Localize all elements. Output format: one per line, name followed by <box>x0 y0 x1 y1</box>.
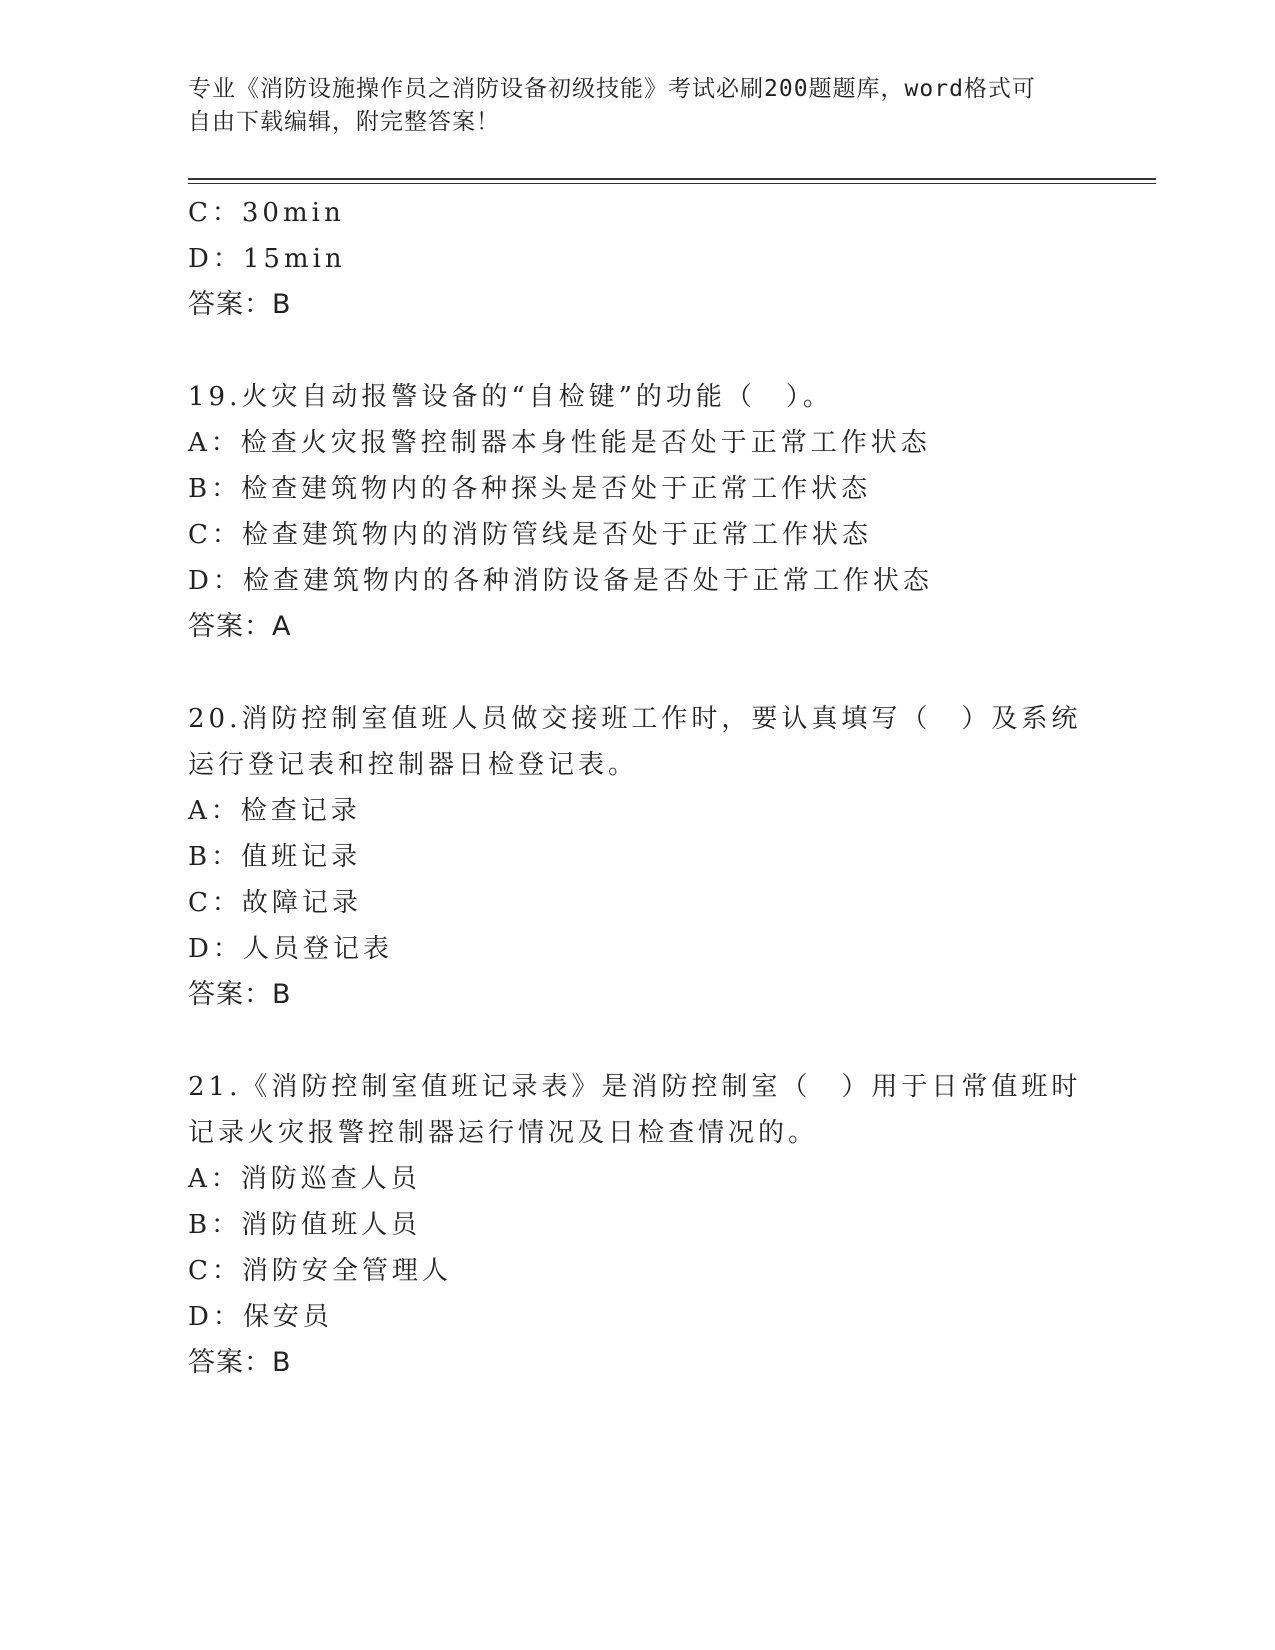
spacer <box>188 328 1088 374</box>
question-stem: 21.《消防控制室值班记录表》是消防控制室（ ）用于日常值班时记录火灾报警控制器运行情况及日检查情况的。 <box>188 1072 1082 1148</box>
spacer <box>188 650 1088 696</box>
answer-line: 答案：B <box>188 289 292 320</box>
question-20 <box>188 696 1088 1018</box>
question-stem: 19.火灾自动报警设备的“自检键”的功能（ ）。 <box>188 382 833 412</box>
continued-question <box>188 190 1088 328</box>
option-d: D：保安员 <box>188 1302 333 1332</box>
option-c: C：故障记录 <box>188 888 362 918</box>
answer-line: 答案：B <box>188 979 292 1010</box>
option-b: B：值班记录 <box>188 842 362 872</box>
spacer <box>188 1018 1088 1064</box>
document-header <box>188 73 1088 139</box>
header-line-2: 自由下载编辑，附完整答案！ <box>188 109 500 135</box>
option-c: C：30min <box>188 198 345 228</box>
header-rule-thick <box>188 178 1156 180</box>
header-rule-thin <box>188 183 1156 184</box>
option-c: C：检查建筑物内的消防管线是否处于正常工作状态 <box>188 520 872 550</box>
option-b: B：检查建筑物内的各种探头是否处于正常工作状态 <box>188 474 872 504</box>
header-line-1: 专业《消防设施操作员之消防设备初级技能》考试必刷200题题库，word格式可 <box>188 76 1036 102</box>
option-a: A：检查火灾报警控制器本身性能是否处于正常工作状态 <box>188 428 931 458</box>
option-d: D：人员登记表 <box>188 934 393 964</box>
option-b: B：消防值班人员 <box>188 1210 422 1240</box>
option-d: D：15min <box>188 244 346 274</box>
question-list <box>188 190 1088 1386</box>
question-19 <box>188 374 1088 650</box>
option-a: A：检查记录 <box>188 796 361 826</box>
option-d: D：检查建筑物内的各种消防设备是否处于正常工作状态 <box>188 566 933 596</box>
answer-line: 答案：B <box>188 1347 292 1378</box>
question-21 <box>188 1064 1088 1386</box>
answer-line: 答案：A <box>188 611 292 642</box>
question-stem: 20.消防控制室值班人员做交接班工作时，要认真填写（ ）及系统运行登记表和控制器日检登记表。 <box>188 704 1082 780</box>
option-a: A：消防巡查人员 <box>188 1164 421 1194</box>
option-c: C：消防安全管理人 <box>188 1256 452 1286</box>
